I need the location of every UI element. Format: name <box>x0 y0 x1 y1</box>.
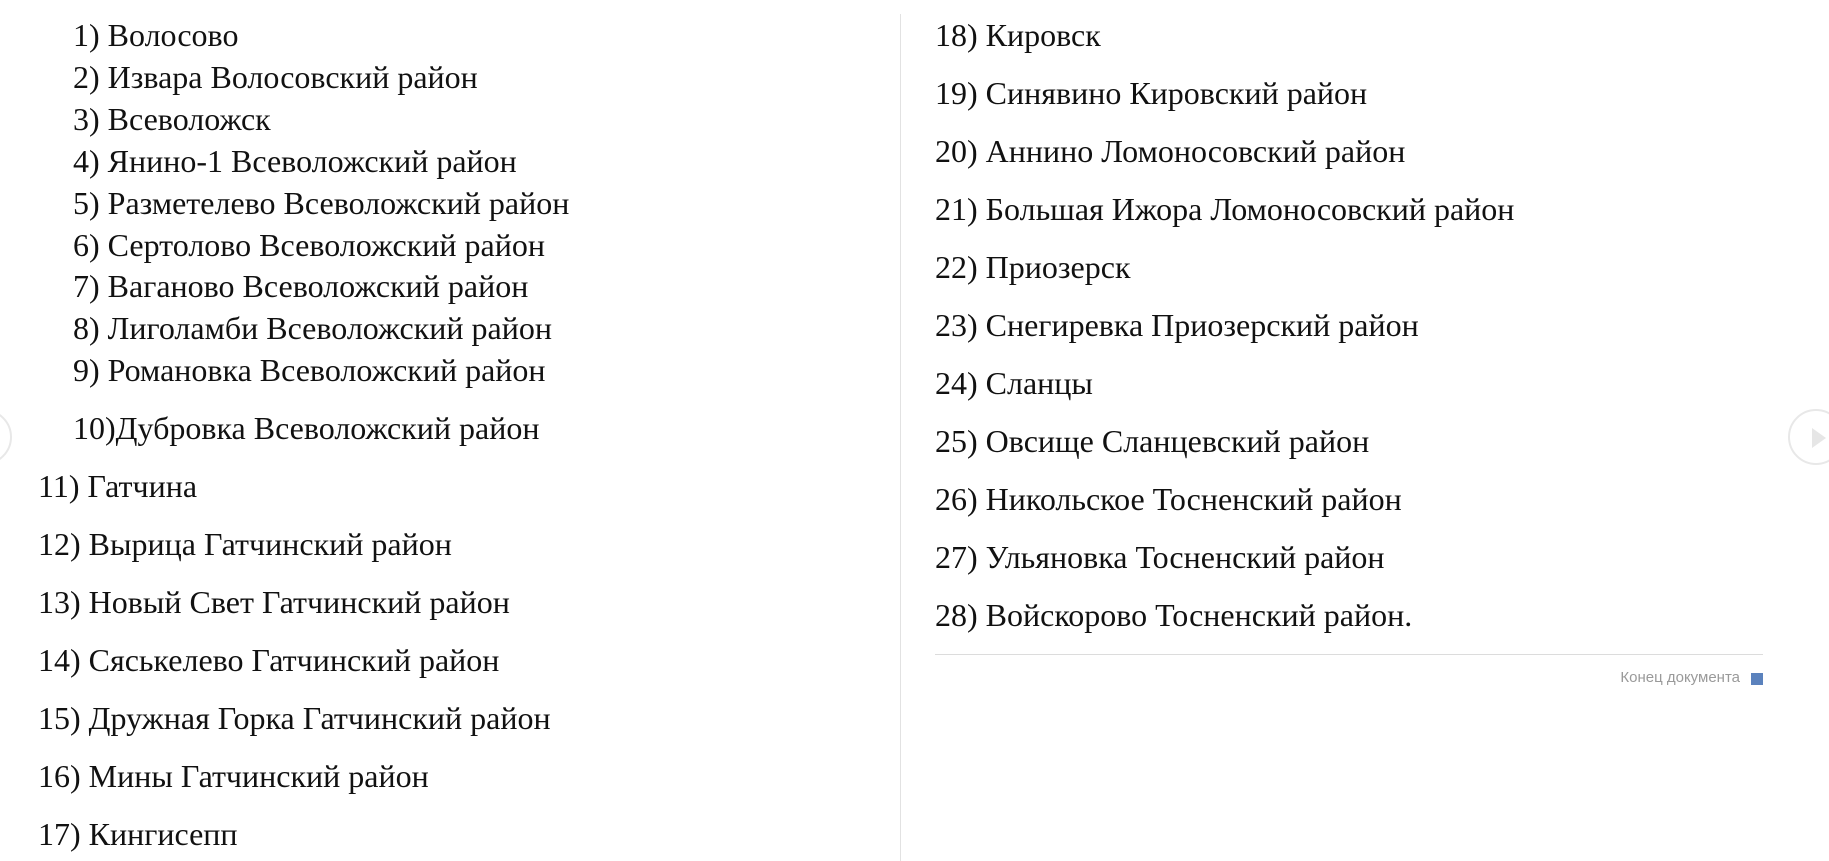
list-item: 9) Романовка Всеволожский район <box>73 352 546 388</box>
list-item: 27) Ульяновка Тосненский район <box>935 539 1385 575</box>
list-item: 1) Волосово <box>73 17 239 53</box>
list-item: 6) Сертолово Всеволожский район <box>73 227 545 263</box>
list-item: 19) Синявино Кировский район <box>935 75 1368 111</box>
list-item: 17) Кингисепп <box>38 816 238 852</box>
column-divider <box>900 14 901 861</box>
list-item: 26) Никольское Тосненский район <box>935 481 1402 517</box>
list-item: 7) Ваганово Всеволожский район <box>73 268 529 304</box>
list-item: 15) Дружная Горка Гатчинский район <box>38 700 551 736</box>
list-item: 10)Дубровка Всеволожский район <box>73 410 540 446</box>
list-item: 11) Гатчина <box>38 468 198 504</box>
list-item: 14) Сяськелево Гатчинский район <box>38 642 500 678</box>
end-marker-icon <box>1751 673 1763 685</box>
end-of-document-label: Конец документа <box>1620 669 1740 686</box>
list-item: 3) Всеволожск <box>73 101 271 137</box>
list-item: 16) Мины Гатчинский район <box>38 758 429 794</box>
previous-page-button[interactable] <box>0 409 12 465</box>
list-item: 5) Разметелево Всеволожский район <box>73 185 570 221</box>
list-item: 4) Янино-1 Всеволожский район <box>73 143 517 179</box>
end-divider <box>935 654 1763 655</box>
list-item: 18) Кировск <box>935 17 1101 53</box>
list-item: 25) Овсище Сланцевский район <box>935 423 1370 459</box>
list-item: 12) Вырица Гатчинский район <box>38 526 452 562</box>
list-item: 22) Приозерск <box>935 249 1131 285</box>
list-item: 13) Новый Свет Гатчинский район <box>38 584 510 620</box>
list-item: 28) Войскорово Тосненский район. <box>935 597 1413 633</box>
list-item: 24) Сланцы <box>935 365 1093 401</box>
list-item: 20) Аннино Ломоносовский район <box>935 133 1406 169</box>
list-item: 23) Снегиревка Приозерский район <box>935 307 1419 343</box>
list-item: 2) Извара Волосовский район <box>73 59 478 95</box>
list-item: 8) Лиголамби Всеволожский район <box>73 310 552 346</box>
next-page-button[interactable] <box>1788 409 1829 465</box>
list-item: 21) Большая Ижора Ломоносовский район <box>935 191 1515 227</box>
